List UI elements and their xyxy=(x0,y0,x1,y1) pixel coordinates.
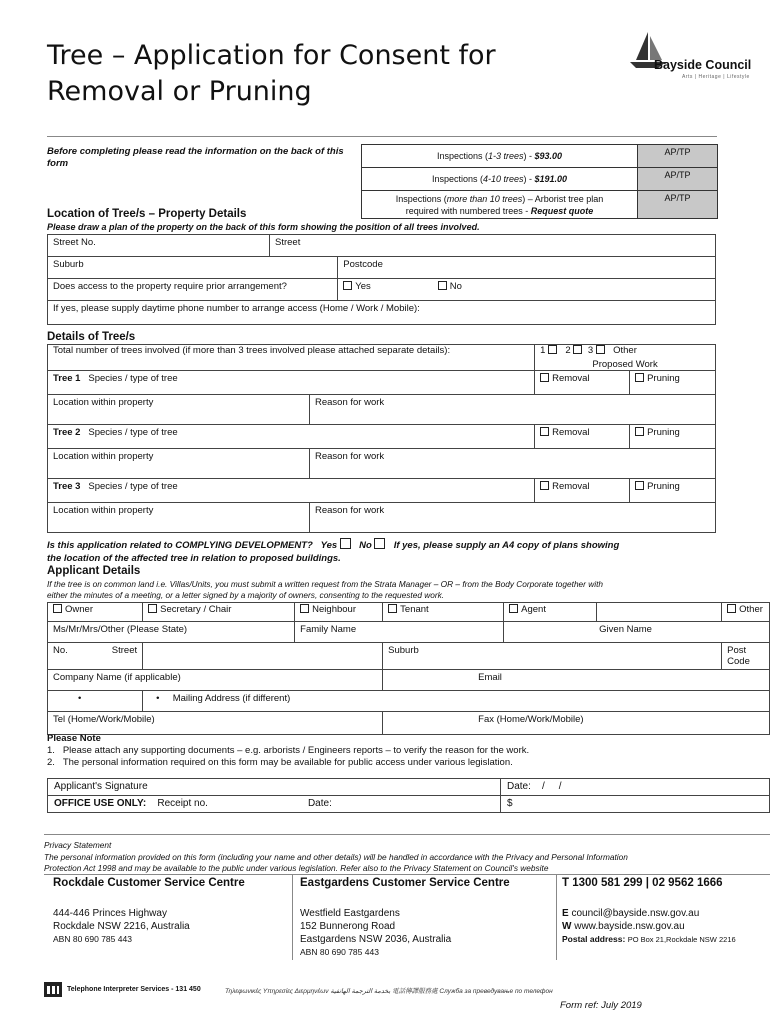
signature-field[interactable]: Applicant's Signature xyxy=(48,779,501,796)
please-note-heading: Please Note xyxy=(47,733,101,744)
tree-3-reason[interactable]: Reason for work xyxy=(310,503,716,533)
tree-1-removal[interactable]: Removal xyxy=(535,371,630,395)
fee-desc: Inspections (4-10 trees) - $191.00 xyxy=(362,168,638,191)
fee-code: AP/TP xyxy=(638,168,718,191)
privacy-statement: Privacy Statement The personal information provided on this form (including your name and other details) will be handled in accordance with the Privacy and Personal Information Protection Act 1998 and may be available to the public under various legislation. Refer also to the Privacy Statement on Council's website xyxy=(44,840,628,873)
title-line-1: Tree – Application for Consent for xyxy=(47,40,496,71)
applicant-heading: Applicant Details xyxy=(47,565,141,577)
fee-code: AP/TP xyxy=(638,145,718,168)
role-agent[interactable]: Agent xyxy=(504,603,597,622)
tree-2-species[interactable]: Tree 2 Species / type of tree xyxy=(48,425,535,449)
tree-2-removal[interactable]: Removal xyxy=(535,425,630,449)
details-heading: Details of Tree/s xyxy=(47,331,136,343)
fee-price: $191.00 xyxy=(534,174,568,184)
role-secretary[interactable]: Secretary / Chair xyxy=(143,603,295,622)
form-reference: Form ref: July 2019 xyxy=(560,1000,642,1011)
total-trees-options[interactable]: 1 2 3 Other xyxy=(535,345,716,359)
fee-desc: Inspections (more than 10 trees) – Arborist tree plan required with numbered trees - Request quote xyxy=(362,191,638,219)
location-heading: Location of Tree/s – Property Details xyxy=(47,208,247,220)
fax-field[interactable]: Fax (Home/Work/Mobile) xyxy=(383,712,770,735)
email-field[interactable]: Email xyxy=(383,670,770,691)
street-no-field[interactable]: Street No. xyxy=(48,235,270,257)
role-tenant[interactable]: Tenant xyxy=(383,603,504,622)
council-phone: T 1300 581 299 | 02 9562 1666 xyxy=(562,877,723,889)
given-name-field[interactable]: Given Name xyxy=(504,622,770,643)
role-neighbour[interactable]: Neighbour xyxy=(295,603,383,622)
fee-row xyxy=(362,191,718,219)
proposed-work-label: Proposed Work xyxy=(535,359,716,371)
fee-code: AP/TP xyxy=(638,191,718,219)
role-other[interactable]: Other xyxy=(722,603,770,622)
footer-col-divider-1 xyxy=(292,874,293,960)
signature-table xyxy=(47,778,770,813)
family-name-field[interactable]: Family Name xyxy=(295,622,504,643)
eastgardens-centre: Eastgardens Customer Service Centre Westfield Eastgardens 152 Bunnerong Road Eastgardens NSW 2036, Australia ABN 80 690 785 443 xyxy=(300,877,510,957)
interpreter-icon xyxy=(44,982,62,997)
tree-1-reason[interactable]: Reason for work xyxy=(310,395,716,425)
rockdale-centre: Rockdale Customer Service Centre 444-446 Princes Highway Rockdale NSW 2216, Australia ABN 80 690 785 443 xyxy=(53,877,245,944)
tree-3-location[interactable]: Location within property xyxy=(48,503,310,533)
property-table xyxy=(47,234,716,325)
logo-name: Bayside Council xyxy=(654,58,752,72)
complying-no-checkbox[interactable] xyxy=(374,538,385,549)
location-instruction: Please draw a plan of the property on the back of this form showing the position of all trees involved. xyxy=(47,222,480,232)
before-note: Before completing please read the information on the back of this form xyxy=(47,146,344,169)
council-website[interactable]: W www.bayside.nsw.gov.au xyxy=(562,921,685,932)
title-field[interactable]: Ms/Mr/Mrs/Other (Please State) xyxy=(48,622,295,643)
please-note xyxy=(47,733,529,769)
total-trees-label: Total number of trees involved (if more than 3 trees involved please attached separate details): xyxy=(48,345,535,359)
fee-row xyxy=(362,145,718,168)
tel-field[interactable]: Tel (Home/Work/Mobile) xyxy=(48,712,383,735)
role-blank[interactable] xyxy=(597,603,722,622)
access-yes[interactable]: Yes xyxy=(338,279,433,301)
fee-row xyxy=(362,168,718,191)
mailing-address-field[interactable]: • Mailing Address (if different) xyxy=(143,691,770,712)
privacy-divider xyxy=(44,834,770,835)
office-use-row: OFFICE USE ONLY: Receipt no. Date: xyxy=(48,796,501,813)
tree-3-species[interactable]: Tree 3 Species / type of tree xyxy=(48,479,535,503)
mailing-bullet: • xyxy=(48,691,143,712)
tree-2-location[interactable]: Location within property xyxy=(48,449,310,479)
please-note-item: 1. Please attach any supporting documents – e.g. arborists / Engineers reports – to verify the reason for the work. xyxy=(47,745,530,756)
suburb-field[interactable]: Suburb xyxy=(48,257,338,279)
bayside-council-logo xyxy=(628,30,758,84)
logo-tagline: Arts | Heritage | Lifestyle xyxy=(682,74,750,80)
fee-price: Request quote xyxy=(530,205,594,216)
please-note-item: 2. The personal information required on this form may be available for public access under various legislation. xyxy=(47,757,513,768)
fee-desc: Inspections (1-3 trees) - $93.00 xyxy=(362,145,638,168)
role-owner[interactable]: Owner xyxy=(48,603,143,622)
title-line-2: Removal or Pruning xyxy=(47,76,312,107)
applicant-suburb-field[interactable]: Suburb xyxy=(383,643,722,670)
tree-3-removal[interactable]: Removal xyxy=(535,479,630,503)
tree-2-reason[interactable]: Reason for work xyxy=(310,449,716,479)
access-no[interactable]: No xyxy=(433,279,716,301)
council-contact: T 1300 581 299 | 02 9562 1666 E council@bayside.nsw.gov.au W www.bayside.nsw.gov.au Postal address: PO Box 21,Rockdale NSW 2216 xyxy=(562,877,770,946)
checkbox-no[interactable] xyxy=(438,281,447,290)
header-divider xyxy=(47,136,717,137)
signature-date-field[interactable]: Date: / / xyxy=(501,779,770,796)
footer-col-divider-2 xyxy=(556,874,557,960)
page-title xyxy=(47,38,496,110)
interpreter-services: Telephone Interpreter Services - 131 450 xyxy=(67,986,201,993)
tree-3-pruning[interactable]: Pruning xyxy=(630,479,716,503)
complying-yes-checkbox[interactable] xyxy=(340,538,351,549)
no-field[interactable]: No. Street xyxy=(48,643,143,670)
council-email[interactable]: E council@bayside.nsw.gov.au xyxy=(562,908,700,919)
street-field-applicant[interactable] xyxy=(143,643,383,670)
applicant-postcode-field[interactable]: Post Code xyxy=(722,643,770,670)
complying-question: Is this application related to COMPLYING DEVELOPMENT? Yes No If yes, please supply an A4 copy of plans showing the location of the affected tree in relation to proposed buildings. xyxy=(47,540,620,564)
tree-2-pruning[interactable]: Pruning xyxy=(630,425,716,449)
office-amount-field[interactable]: $ xyxy=(501,796,770,813)
fee-price: $93.00 xyxy=(534,151,563,161)
tree-1-species[interactable]: Tree 1 Species / type of tree xyxy=(48,371,535,395)
street-field[interactable]: Street xyxy=(270,235,716,257)
applicant-note: If the tree is on common land i.e. Villas/Units, you must submit a written request from the Strata Manager – OR – from the Body Corporate together with either the minutes of a meeting, or a letter signed by a majority of owners, consenting to the requested work. xyxy=(47,579,603,600)
footer-divider xyxy=(44,874,770,875)
company-field[interactable]: Company Name (if applicable) xyxy=(48,670,383,691)
postcode-field[interactable]: Postcode xyxy=(338,257,716,279)
applicant-table xyxy=(47,602,770,735)
interpreter-languages: Τηλεφωνικές Υπηρεσίες Διερμηνέων بخدمة الترجمة الهاتفية 電話傳譯服務處 Служба за преведување по телефон xyxy=(225,988,553,995)
fees-table xyxy=(361,144,718,219)
tree-1-pruning[interactable]: Pruning xyxy=(630,371,716,395)
trees-table xyxy=(47,344,716,533)
checkbox-yes[interactable] xyxy=(343,281,352,290)
access-question: Does access to the property require prior arrangement? xyxy=(48,279,338,301)
tree-1-location[interactable]: Location within property xyxy=(48,395,310,425)
access-phone-field[interactable]: If yes, please supply daytime phone number to arrange access (Home / Work / Mobile): xyxy=(48,301,716,325)
